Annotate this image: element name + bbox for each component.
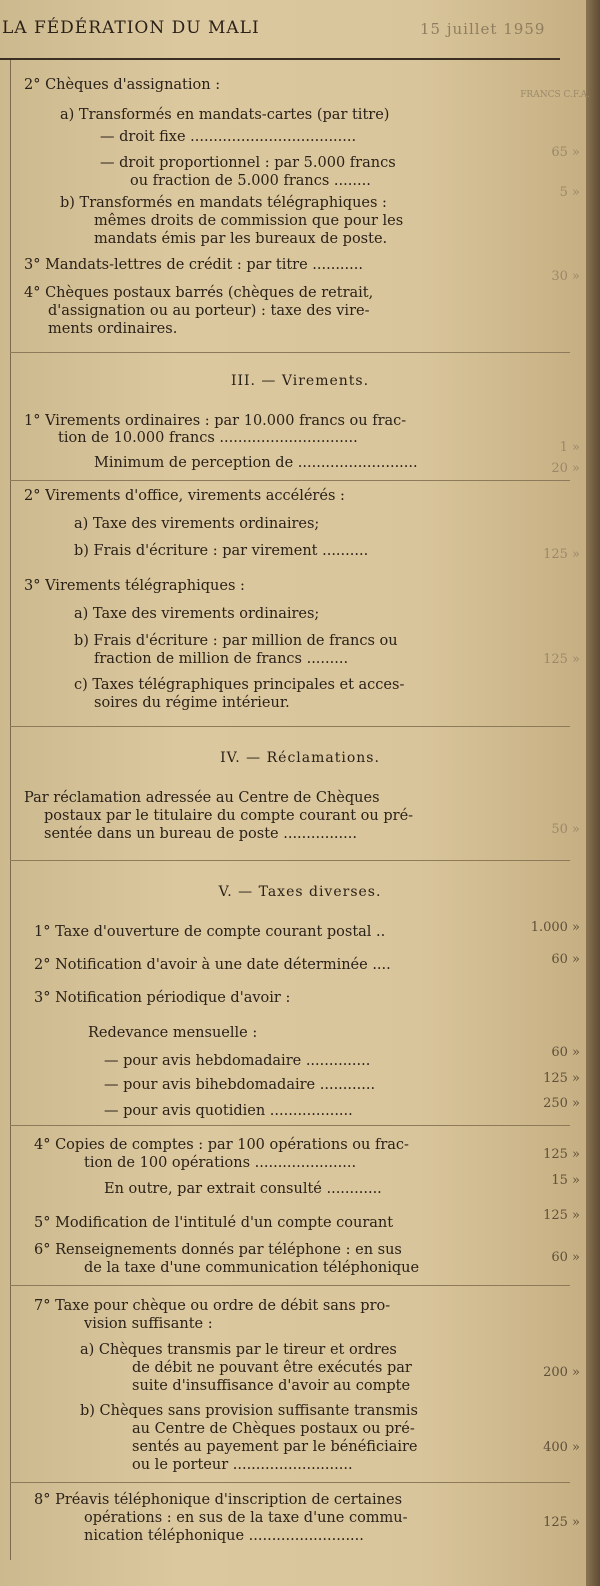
text-line: 3° Virements télégraphiques :	[24, 578, 245, 594]
amount: 1 »	[559, 440, 580, 455]
text-line: soires du régime intérieur.	[94, 695, 290, 711]
amount: 125 »	[543, 1515, 580, 1530]
text-line: ou le porteur ..........................	[132, 1457, 353, 1473]
text-line: 1° Taxe d'ouverture de compte courant postal ..	[34, 924, 386, 940]
text-line: sentés au payement par le bénéficiaire	[132, 1439, 418, 1455]
text-line: d'assignation ou au porteur) : taxe des vire-	[48, 303, 370, 319]
amount: 30 »	[551, 269, 580, 284]
amount: 60 »	[551, 1250, 580, 1265]
amount: 125 »	[543, 1147, 580, 1162]
text-line: vision suffisante :	[84, 1316, 213, 1332]
amount: 60 »	[551, 952, 580, 967]
section-title-taxes-diverses: V. — Taxes diverses.	[218, 884, 382, 900]
text-line: En outre, par extrait consulté ............	[104, 1181, 382, 1197]
section-title-virements: III. — Virements.	[230, 373, 370, 389]
text-line: ou fraction de 5.000 francs ........	[130, 173, 371, 189]
text-line: 3° Mandats-lettres de crédit : par titre ...........	[24, 257, 363, 273]
amount: 15 »	[551, 1173, 580, 1188]
text-line: b) Frais d'écriture : par million de francs ou	[74, 633, 398, 649]
text-line: c) Taxes télégraphiques principales et acces-	[74, 677, 405, 693]
divider	[10, 352, 570, 353]
text-line: — droit proportionnel : par 5.000 francs	[100, 155, 396, 171]
text-line: 2° Notification d'avoir à une date déterminée ....	[34, 957, 391, 973]
divider	[10, 480, 570, 481]
text-line: b) Frais d'écriture : par virement ..........	[74, 543, 369, 559]
amount: 125 »	[543, 1071, 580, 1086]
text-line: tion de 10.000 francs ..............................	[58, 430, 358, 446]
amount: 125 »	[543, 652, 580, 667]
text-line: 2° Virements d'office, virements accélérés :	[24, 488, 345, 504]
page-header	[0, 16, 560, 44]
text-line: 4° Chèques postaux barrés (chèques de retrait,	[24, 285, 374, 301]
page-edge	[586, 0, 600, 1586]
cheques-assignation-title: 2° Chèques d'assignation :	[24, 77, 221, 93]
text-line: a) Transformés en mandats-cartes (par titre)	[60, 107, 390, 123]
text-line: Redevance mensuelle :	[88, 1025, 258, 1041]
text-line: a) Taxe des virements ordinaires;	[74, 516, 320, 532]
text-line: Par réclamation adressée au Centre de Chèques	[24, 790, 380, 806]
text-line: de débit ne pouvant être exécutés par	[132, 1360, 412, 1376]
divider	[10, 860, 570, 861]
text-line: — pour avis hebdomadaire ..............	[104, 1053, 371, 1069]
amount: 1.000 »	[530, 920, 580, 935]
text-line: a) Taxe des virements ordinaires;	[74, 606, 320, 622]
divider	[10, 1482, 570, 1483]
divider	[10, 1125, 570, 1126]
amount: 50 »	[551, 822, 580, 837]
text-line: — droit fixe ....................................	[100, 129, 357, 145]
amount: 200 »	[543, 1365, 580, 1380]
amount: 60 »	[551, 1045, 580, 1060]
text-line: b) Chèques sans provision suffisante transmis	[80, 1403, 418, 1419]
text-line: 1° Virements ordinaires : par 10.000 francs ou frac-	[24, 413, 407, 429]
amount: 250 »	[543, 1096, 580, 1111]
text-line: Minimum de perception de ..........................	[94, 455, 418, 471]
text-line: mêmes droits de commission que pour les	[94, 213, 404, 229]
text-line: suite d'insuffisance d'avoir au compte	[132, 1378, 411, 1394]
amount: 125 »	[543, 547, 580, 562]
text-line: 7° Taxe pour chèque ou ordre de débit sans pro-	[34, 1298, 391, 1314]
divider	[10, 1285, 570, 1286]
amount-column-header: FRANCS C.F.A.	[520, 90, 590, 100]
text-line: a) Chèques transmis par le tireur et ordres	[80, 1342, 397, 1358]
amount: 65 »	[551, 145, 580, 160]
header-date: 15 juillet 1959	[420, 20, 546, 38]
text-line: 4° Copies de comptes : par 100 opérations ou frac-	[34, 1137, 409, 1153]
section-title-reclamations: IV. — Réclamations.	[220, 750, 380, 766]
text-line: ments ordinaires.	[48, 321, 178, 337]
text-line: 6° Renseignements donnés par téléphone : en sus	[34, 1242, 402, 1258]
header-rule	[0, 58, 560, 60]
amount: 125 »	[543, 1208, 580, 1223]
text-line: tion de 100 opérations ......................	[84, 1155, 357, 1171]
text-line: mandats émis par les bureaux de poste.	[94, 231, 388, 247]
text-line: 3° Notification périodique d'avoir :	[34, 990, 291, 1006]
text-line: 5° Modification de l'intitulé d'un compte courant	[34, 1215, 394, 1231]
divider	[10, 726, 570, 727]
text-line: postaux par le titulaire du compte courant ou pré-	[44, 808, 414, 824]
amount: 400 »	[543, 1440, 580, 1455]
amount: 20 »	[551, 461, 580, 476]
text-line: 8° Préavis téléphonique d'inscription de certaines	[34, 1492, 403, 1508]
text-line: — pour avis bihebdomadaire ............	[104, 1077, 376, 1093]
amount: 5 »	[559, 185, 580, 200]
text-line: fraction de million de francs .........	[94, 651, 349, 667]
header-title: LA FÉDÉRATION DU MALI	[2, 18, 260, 38]
text-line: b) Transformés en mandats télégraphiques :	[60, 195, 387, 211]
text-line: — pour avis quotidien ..................	[104, 1103, 353, 1119]
margin-rule	[10, 60, 11, 1560]
text-line: sentée dans un bureau de poste ................	[44, 826, 357, 842]
text-line: de la taxe d'une communication téléphonique	[84, 1260, 420, 1276]
text-line: nication téléphonique .........................	[84, 1528, 364, 1544]
text-line: au Centre de Chèques postaux ou pré-	[132, 1421, 415, 1437]
text-line: opérations : en sus de la taxe d'une commu-	[84, 1510, 408, 1526]
